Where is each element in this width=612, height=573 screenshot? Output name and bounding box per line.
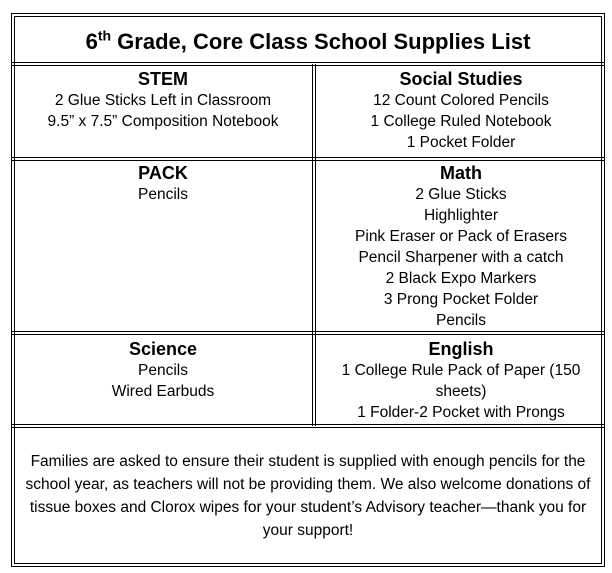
section-social-studies bbox=[318, 68, 604, 153]
list-item: 1 Pocket Folder bbox=[406, 134, 516, 151]
list-item: 1 Folder-2 Pocket with Prongs bbox=[357, 404, 565, 421]
family-note: Families are asked to ensure their student is supplied with enough pencils for the school year, as teachers will not be providing them. We also welcome donations of tissue boxes and Clorox wipes for your student’s Advisory teacher—thank you for your support! bbox=[25, 453, 591, 539]
section-heading-stem: STEM bbox=[137, 69, 188, 89]
page-title bbox=[11, 26, 605, 58]
row-divider-2 bbox=[11, 331, 605, 335]
section-math bbox=[318, 162, 604, 331]
section-pack bbox=[15, 162, 311, 205]
title-text: Grade, Core Class School Supplies List bbox=[111, 29, 531, 54]
list-item: Pink Eraser or Pack of Erasers bbox=[355, 228, 567, 245]
row-divider-1 bbox=[11, 157, 605, 161]
title-divider bbox=[11, 62, 605, 66]
list-item: Wired Earbuds bbox=[111, 383, 215, 400]
list-item: 1 College Ruled Notebook bbox=[370, 113, 552, 130]
list-item: Pencils bbox=[436, 312, 486, 329]
list-item: Pencils bbox=[138, 186, 188, 203]
list-item: Pencil Sharpener with a catch bbox=[358, 249, 564, 266]
list-item: 1 College Rule Pack of Paper (150 sheets) bbox=[341, 362, 581, 400]
section-heading-pack: PACK bbox=[138, 163, 188, 183]
list-item: Highlighter bbox=[423, 207, 499, 224]
list-item: 12 Count Colored Pencils bbox=[373, 92, 549, 109]
section-heading-social-studies: Social Studies bbox=[399, 69, 523, 89]
section-english bbox=[318, 338, 604, 423]
list-item: 3 Prong Pocket Folder bbox=[383, 291, 539, 308]
title-grade-suffix: th bbox=[97, 27, 112, 44]
section-science bbox=[15, 338, 311, 402]
section-heading-science: Science bbox=[128, 339, 198, 359]
section-heading-english: English bbox=[428, 339, 494, 359]
list-item: Pencils bbox=[138, 362, 188, 379]
column-divider bbox=[312, 64, 316, 426]
list-item: 9.5” x 7.5” Composition Notebook bbox=[47, 113, 279, 130]
title-grade-number: 6 bbox=[85, 29, 98, 54]
list-item: 2 Black Expo Markers bbox=[385, 270, 537, 287]
list-item: 2 Glue Sticks bbox=[415, 186, 507, 203]
section-stem bbox=[15, 68, 311, 132]
list-item: 2 Glue Sticks Left in Classroom bbox=[54, 92, 272, 109]
section-heading-math: Math bbox=[440, 163, 482, 183]
footer-divider bbox=[11, 424, 605, 428]
